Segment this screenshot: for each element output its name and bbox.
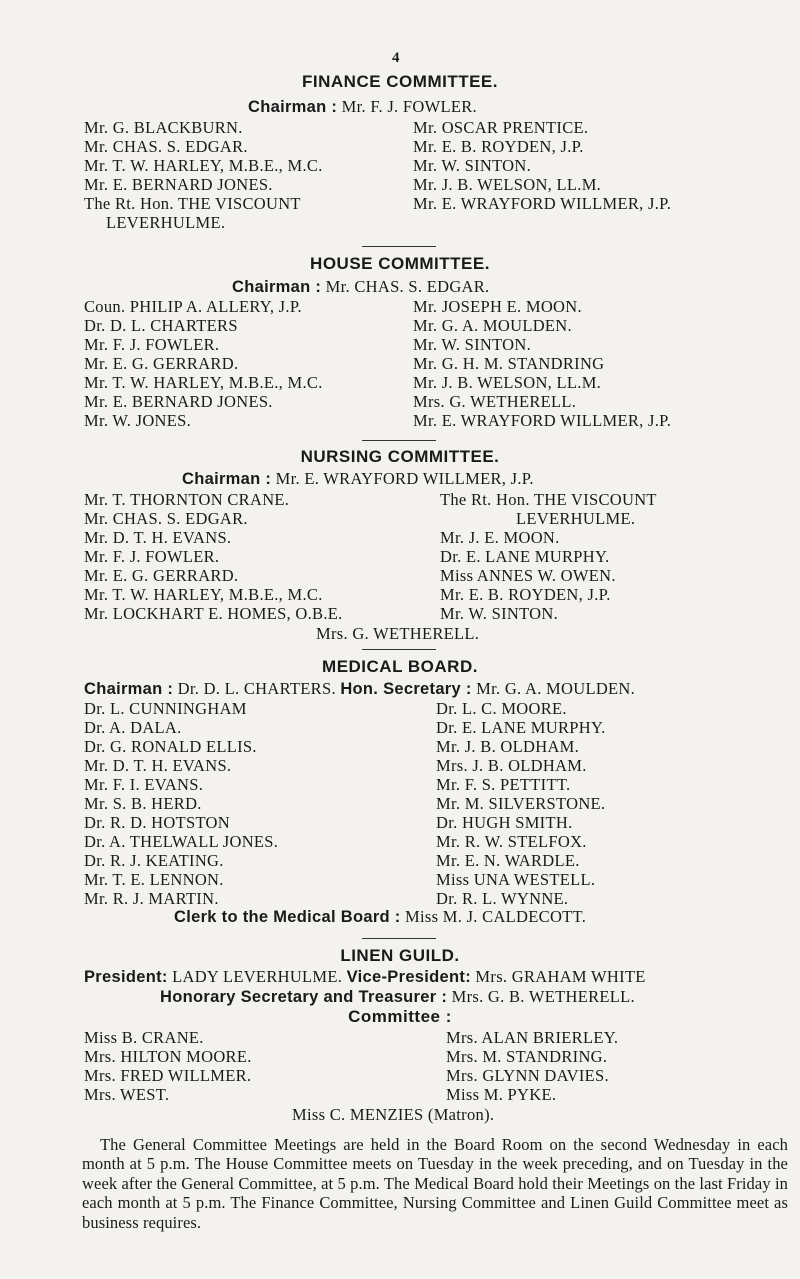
- member: Mr. CHAS. S. EDGAR.: [84, 509, 248, 528]
- nursing-chair-line: [182, 469, 534, 489]
- page-number: 4: [392, 50, 400, 66]
- member: Dr. HUGH SMITH.: [436, 813, 573, 832]
- member: Dr. G. RONALD ELLIS.: [84, 737, 257, 756]
- member: Dr. E. LANE MURPHY.: [440, 547, 610, 566]
- linen-vp-name: Mrs. GRAHAM WHITE: [475, 967, 646, 986]
- member: Dr. A. DALA.: [84, 718, 182, 737]
- finance-left-list: [84, 118, 323, 232]
- medical-heading: MEDICAL BOARD.: [322, 657, 478, 676]
- member: Mr. W. JONES.: [84, 411, 192, 430]
- member: Mr. CHAS. S. EDGAR.: [84, 137, 248, 156]
- member: Mr. W. SINTON.: [413, 156, 532, 175]
- member: Mr. F. J. FOWLER.: [84, 547, 220, 566]
- linen-secretary-line: [160, 987, 635, 1007]
- member: Mrs. FRED WILLMER.: [84, 1066, 252, 1085]
- linen-last-member: Miss C. MENZIES (Matron).: [292, 1105, 495, 1124]
- house-left-list: [84, 297, 323, 430]
- member: Mr. T. W. HARLEY, M.B.E., M.C.: [84, 156, 323, 175]
- house-chair-line: [232, 277, 489, 297]
- nursing-last-member: Mrs. G. WETHERELL.: [316, 624, 480, 643]
- member: Mrs. J. B. OLDHAM.: [436, 756, 587, 775]
- nursing-left-list: [84, 490, 343, 623]
- member: Mr. W. SINTON.: [413, 335, 532, 354]
- member: Dr. A. THELWALL JONES.: [84, 832, 279, 851]
- linen-left-list: [84, 1028, 252, 1104]
- member: Mr. JOSEPH E. MOON.: [413, 297, 582, 316]
- member: Mr. T. W. HARLEY, M.B.E., M.C.: [84, 373, 323, 392]
- member: Mr. T. W. HARLEY, M.B.E., M.C.: [84, 585, 323, 604]
- member: Miss ANNES W. OWEN.: [440, 566, 616, 585]
- house-chair-name: Mr. CHAS. S. EDGAR.: [325, 277, 490, 296]
- member: Mr. E. B. ROYDEN, J.P.: [440, 585, 611, 604]
- member: Mr. J. E. MOON.: [440, 528, 560, 547]
- member: Mrs. M. STANDRING.: [446, 1047, 608, 1066]
- linen-vp-label: Vice-President:: [346, 968, 471, 986]
- member: Mr. D. T. H. EVANS.: [84, 756, 232, 775]
- member: Dr. R. L. WYNNE.: [436, 889, 569, 908]
- member: Dr. D. L. CHARTERS: [84, 316, 238, 335]
- linen-president-name: LADY LEVERHULME.: [172, 967, 343, 986]
- member: Mr. E. BERNARD JONES.: [84, 175, 273, 194]
- member: Mr. R. W. STELFOX.: [436, 832, 587, 851]
- finance-heading: FINANCE COMMITTEE.: [302, 72, 498, 91]
- section-divider: [362, 440, 436, 441]
- finance-chair-line: [248, 97, 477, 117]
- nursing-right-list: [440, 490, 657, 623]
- linen-committee-label: Committee :: [348, 1007, 452, 1026]
- member: Mr. G. A. MOULDEN.: [413, 316, 572, 335]
- finance-chair-label: Chairman :: [248, 98, 338, 116]
- medical-clerk-label: Clerk to the Medical Board :: [174, 908, 401, 926]
- house-chair-label: Chairman :: [232, 278, 322, 296]
- member: Mrs. WEST.: [84, 1085, 170, 1104]
- finance-chair-name: Mr. F. J. FOWLER.: [341, 97, 477, 116]
- member: Mr. J. B. WELSON, LL.M.: [413, 373, 602, 392]
- medical-sec-name: Mr. G. A. MOULDEN.: [476, 679, 636, 698]
- finance-right-list: [413, 118, 671, 213]
- member: LEVERHULME.: [516, 509, 636, 528]
- house-heading: HOUSE COMMITTEE.: [310, 254, 490, 273]
- member: Mrs. GLYNN DAVIES.: [446, 1066, 609, 1085]
- linen-officers-line: [84, 967, 646, 987]
- member: Mrs. HILTON MOORE.: [84, 1047, 252, 1066]
- member: Mr. E. BERNARD JONES.: [84, 392, 273, 411]
- member: Mr. E. B. ROYDEN, J.P.: [413, 137, 584, 156]
- medical-clerk-line: [174, 907, 586, 927]
- member: Mr. J. B. OLDHAM.: [436, 737, 580, 756]
- linen-right-list: [446, 1028, 618, 1104]
- medical-right-list: [436, 699, 606, 908]
- member: Mr. S. B. HERD.: [84, 794, 202, 813]
- house-right-list: [413, 297, 671, 430]
- member: Mr. F. S. PETTITT.: [436, 775, 571, 794]
- linen-sec-name: Mrs. G. B. WETHERELL.: [451, 987, 635, 1006]
- member: Mr. E. N. WARDLE.: [436, 851, 580, 870]
- member: The Rt. Hon. THE VISCOUNT: [440, 490, 657, 509]
- linen-sec-label: Honorary Secretary and Treasurer :: [160, 988, 448, 1006]
- member: Mrs. ALAN BRIERLEY.: [446, 1028, 619, 1047]
- member: Dr. L. C. MOORE.: [436, 699, 567, 718]
- member: Mr. D. T. H. EVANS.: [84, 528, 232, 547]
- member: Miss UNA WESTELL.: [436, 870, 596, 889]
- medical-left-list: [84, 699, 278, 908]
- medical-chair-name: Dr. D. L. CHARTERS.: [177, 679, 336, 698]
- member: The Rt. Hon. THE VISCOUNT: [84, 194, 301, 213]
- member: Mr. T. THORNTON CRANE.: [84, 490, 290, 509]
- member: LEVERHULME.: [106, 213, 226, 232]
- medical-chair-label: Chairman :: [84, 680, 174, 698]
- section-divider: [362, 649, 436, 650]
- member: Miss B. CRANE.: [84, 1028, 204, 1047]
- meeting-schedule-paragraph: The General Committee Meetings are held in the Board Room on the second Wednesday in each month at 5 p.m. The House Committee meets on Tuesday in the week preceding, and on Tuesday in the week after the General Committee, at 5 p.m. The Medical Board hold their Meetings on the last Friday in each month at 5 p.m. The Finance Committee, Nursing Committee and Linen Guild Committee meet as business requires.: [82, 1135, 788, 1232]
- member: Mr. G. H. M. STANDRING: [413, 354, 605, 373]
- member: Mr. E. WRAYFORD WILLMER, J.P.: [413, 411, 672, 430]
- member: Mr. M. SILVERSTONE.: [436, 794, 606, 813]
- linen-heading: LINEN GUILD.: [340, 946, 460, 965]
- member: Mr. W. SINTON.: [440, 604, 559, 623]
- section-divider: [362, 938, 436, 939]
- member: Mr. T. E. LENNON.: [84, 870, 224, 889]
- medical-clerk-name: Miss M. J. CALDECOTT.: [405, 907, 587, 926]
- member: Mr. G. BLACKBURN.: [84, 118, 243, 137]
- member: Mr. E. WRAYFORD WILLMER, J.P.: [413, 194, 672, 213]
- medical-sec-label: Hon. Secretary :: [340, 680, 472, 698]
- nursing-chair-name: Mr. E. WRAYFORD WILLMER, J.P.: [275, 469, 534, 488]
- nursing-heading: NURSING COMMITTEE.: [300, 447, 500, 466]
- linen-president-label: President:: [84, 968, 168, 986]
- medical-officers-line: [84, 679, 635, 699]
- member: Mr. F. I. EVANS.: [84, 775, 204, 794]
- member: Mrs. G. WETHERELL.: [413, 392, 577, 411]
- member: Dr. L. CUNNINGHAM: [84, 699, 247, 718]
- member: Mr. E. G. GERRARD.: [84, 566, 239, 585]
- member: Coun. PHILIP A. ALLERY, J.P.: [84, 297, 302, 316]
- nursing-chair-label: Chairman :: [182, 470, 272, 488]
- member: Mr. J. B. WELSON, LL.M.: [413, 175, 602, 194]
- member: Dr. R. J. KEATING.: [84, 851, 224, 870]
- member: Mr. OSCAR PRENTICE.: [413, 118, 589, 137]
- member: Miss M. PYKE.: [446, 1085, 557, 1104]
- member: Mr. F. J. FOWLER.: [84, 335, 220, 354]
- section-divider: [362, 246, 436, 247]
- member: Dr. R. D. HOTSTON: [84, 813, 230, 832]
- member: Mr. E. G. GERRARD.: [84, 354, 239, 373]
- member: Mr. LOCKHART E. HOMES, O.B.E.: [84, 604, 343, 623]
- member: Dr. E. LANE MURPHY.: [436, 718, 606, 737]
- member: Mr. R. J. MARTIN.: [84, 889, 219, 908]
